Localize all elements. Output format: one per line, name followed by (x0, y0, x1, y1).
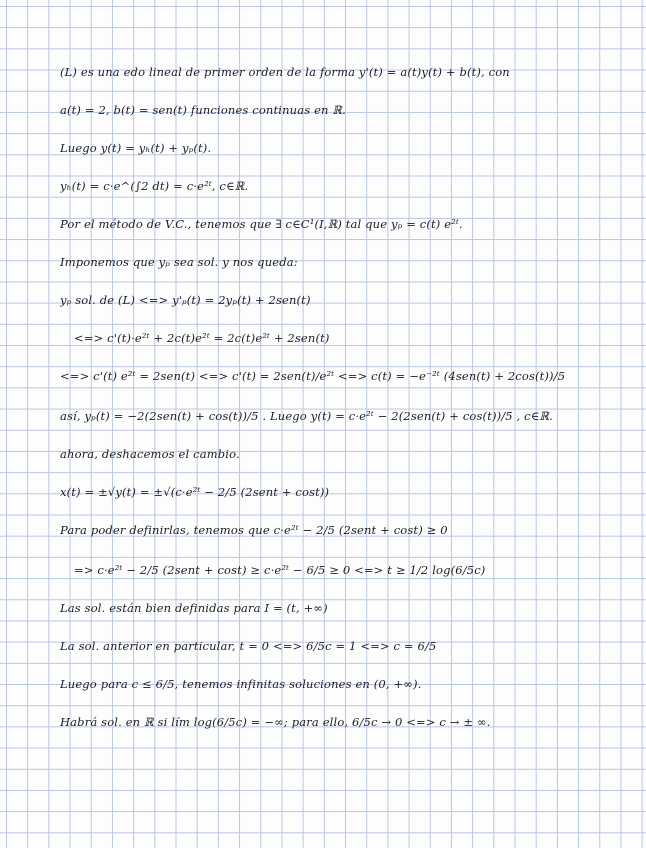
text-line: ahora, deshacemos el cambio. (60, 448, 240, 461)
text-line: <=> c'(t) e²ᵗ = 2sen(t) <=> c'(t) = 2sen(t)/e²ᵗ <=> c(t) = −e⁻²ᵗ (4sen(t) + 2cos(t))/5 (60, 370, 566, 383)
text-line: x(t) = ±√y(t) = ±√(c·e²ᵗ − 2/5 (2sent + cost)) (60, 486, 330, 499)
text-line: Habrá sol. en ℝ si lím log(6/5c) = −∞; para ello, 6/5c → 0 <=> c → ± ∞. (60, 716, 491, 729)
text-line: <=> c'(t)·e²ᵗ + 2c(t)e²ᵗ = 2c(t)e²ᵗ + 2sen(t) (74, 332, 330, 345)
text-line: Por el método de V.C., tenemos que ∃ c∈C¹(I,ℝ) tal que yₚ = c(t) e²ᵗ. (60, 218, 463, 231)
text-line: La sol. anterior en particular, t = 0 <=> 6/5c = 1 <=> c = 6/5 (60, 640, 437, 653)
text-line: Imponemos que yₚ sea sol. y nos queda: (60, 256, 298, 269)
text-line: Luego para c ≤ 6/5, tenemos infinitas soluciones en (0, +∞). (60, 678, 422, 691)
text-line: Para poder definirlas, tenemos que c·e²ᵗ − 2/5 (2sent + cost) ≥ 0 (60, 524, 448, 537)
text-line: (L) es una edo lineal de primer orden de la forma y'(t) = a(t)y(t) + b(t), con (60, 66, 510, 79)
text-line: a(t) = 2, b(t) = sen(t) funciones continuas en ℝ. (60, 104, 346, 117)
text-line: => c·e²ᵗ − 2/5 (2sent + cost) ≥ c·e²ᵗ − 6/5 ≥ 0 <=> t ≥ 1/2 log(6/5c) (74, 564, 486, 577)
text-line: yₚ sol. de (L) <=> y'ₚ(t) = 2yₚ(t) + 2sen(t) (60, 294, 311, 307)
text-line: así, yₚ(t) = −2(2sen(t) + cos(t))/5 . Luego y(t) = c·e²ᵗ − 2(2sen(t) + cos(t))/5 , c∈ℝ. (60, 410, 553, 423)
text-line: Las sol. están bien definidas para I = (t, +∞) (60, 602, 328, 615)
text-line: Luego y(t) = yₕ(t) + yₚ(t). (60, 142, 212, 155)
text-line: yₕ(t) = c·e^(∫2 dt) = c·e²ᵗ, c∈ℝ. (60, 180, 249, 193)
